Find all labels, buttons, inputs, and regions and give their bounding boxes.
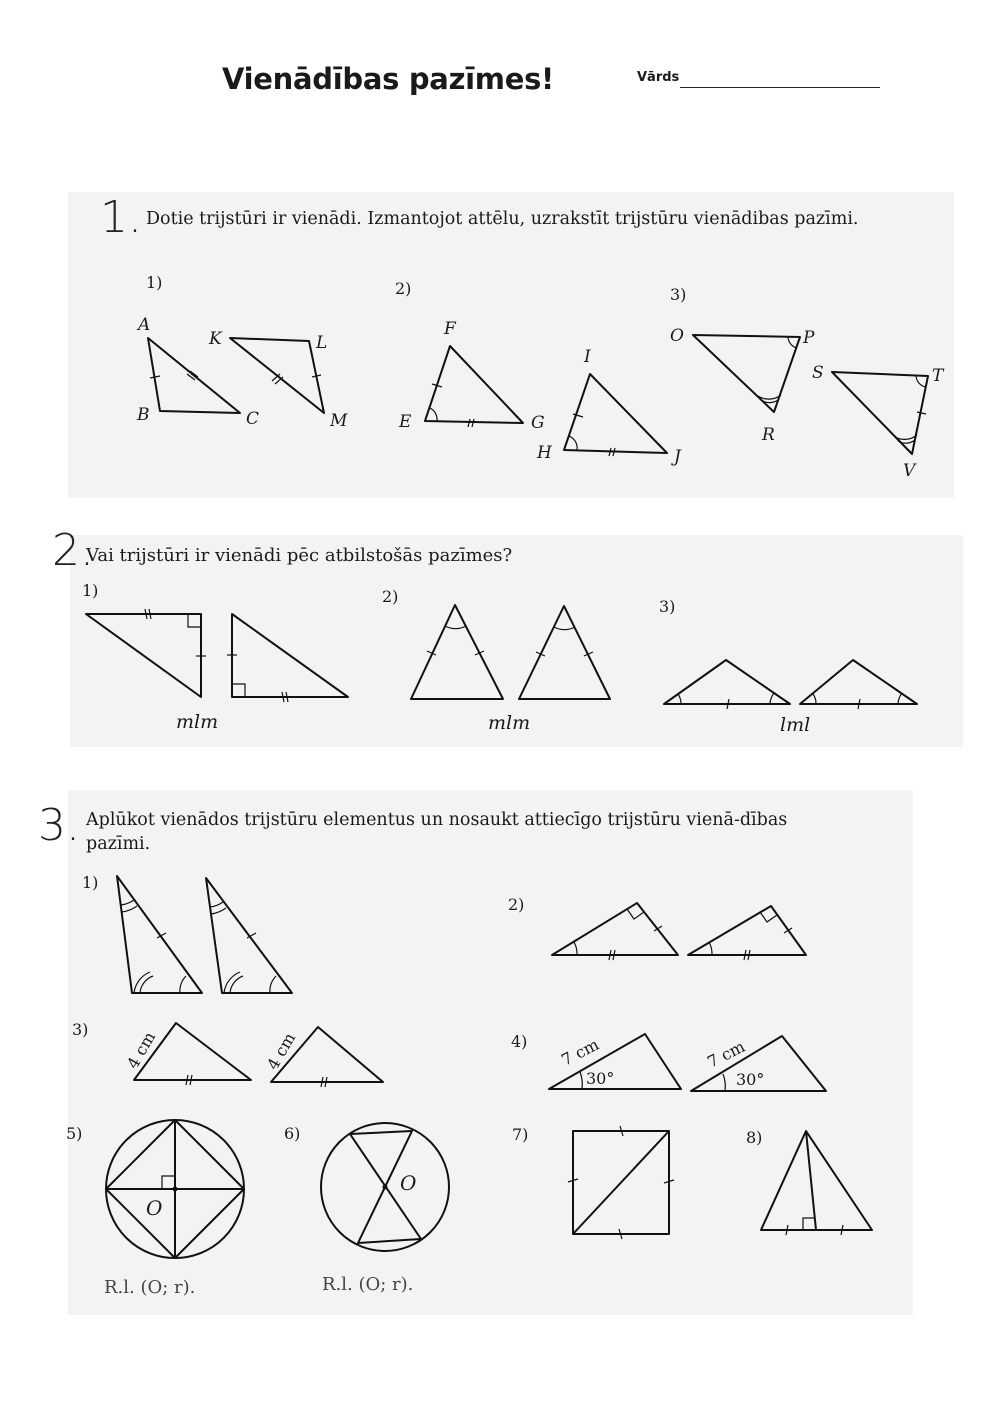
angle-label-30-b: 30° — [736, 1070, 765, 1089]
task3-item-8: 8) — [746, 1128, 763, 1147]
vertex-v: V — [903, 461, 916, 481]
task3-fig7 — [568, 1126, 674, 1239]
circle-caption-6: R.l. (O; r). — [322, 1274, 414, 1295]
task3-item-4: 4) — [511, 1032, 528, 1051]
triangle-3-3a — [134, 1023, 251, 1080]
center-label-5: O — [146, 1196, 163, 1220]
task3-item-5: 5) — [66, 1124, 83, 1143]
task3-item-2: 2) — [508, 895, 525, 914]
vertex-f: F — [444, 319, 456, 339]
task1-text: Dotie trijstūri ir vienādi. Izmantojot attēlu, uzrakstīt trijstūru vienādibas pazīmi. — [146, 209, 859, 229]
vertex-s: S — [812, 363, 824, 383]
task2-item-1: 1) — [82, 581, 99, 600]
vertex-b: B — [137, 405, 150, 425]
task3-fig6 — [321, 1123, 449, 1295]
task3-fig2 — [552, 903, 806, 960]
task2-criterion-3: lml — [780, 714, 811, 736]
vertex-h: H — [537, 443, 552, 463]
triangle-efg — [425, 346, 523, 423]
task2-fig2 — [411, 605, 610, 734]
task1-item-3: 3) — [670, 285, 687, 304]
vertex-r: R — [762, 425, 775, 445]
vertex-o: O — [670, 326, 684, 346]
task2-item-2: 2) — [382, 587, 399, 606]
task2-text-box — [86, 545, 786, 575]
side-label-7cm-a: 7 cm — [558, 1034, 602, 1070]
task2-criterion-2: mlm — [488, 712, 531, 734]
task1-fig3 — [670, 326, 945, 481]
task3-number: 3. — [38, 800, 80, 851]
task2-text: Vai trijstūri ir vienādi pēc atbilstošās pazīmes? — [86, 545, 513, 566]
triangle-right-2 — [232, 614, 348, 697]
task2-criterion-1: mlm — [176, 711, 219, 733]
triangle-right-1 — [86, 614, 201, 697]
triangle-iso-2 — [519, 606, 610, 699]
triangle-3-1b — [206, 878, 292, 993]
task2-fig1 — [86, 609, 348, 733]
side-label-7cm-b: 7 cm — [704, 1036, 748, 1072]
task1-text-box — [146, 208, 936, 268]
task3-fig5 — [104, 1120, 244, 1298]
triangle-abc — [148, 338, 240, 413]
side-label-4cm-a: 4 cm — [123, 1028, 160, 1072]
vertex-t: T — [932, 366, 944, 386]
page-title: Vienādības pazīmes! — [222, 62, 554, 96]
task3-fig8 — [761, 1131, 872, 1235]
triangle-3-8 — [761, 1131, 872, 1230]
vertex-e: E — [399, 412, 412, 432]
task1-fig2 — [398, 319, 682, 467]
task2-number: 2. — [52, 525, 94, 576]
task3-item-1: 1) — [82, 873, 99, 892]
task3-fig3 — [123, 1023, 383, 1087]
vertex-g: G — [531, 413, 545, 433]
task3-item-7: 7) — [512, 1125, 529, 1144]
vertex-p: P — [803, 328, 815, 348]
triangle-klm — [230, 338, 324, 413]
triangle-hij — [564, 374, 667, 453]
circle-caption-5: R.l. (O; r). — [104, 1277, 196, 1298]
task2-fig3 — [664, 660, 917, 736]
triangle-3-2a — [552, 903, 678, 955]
side-label-4cm-b: 4 cm — [263, 1029, 300, 1073]
task1-fig1 — [136, 315, 348, 431]
vertex-l: L — [316, 333, 328, 353]
task2-item-3: 3) — [659, 597, 676, 616]
task3-item-3: 3) — [72, 1020, 89, 1039]
vertex-a: A — [138, 315, 151, 335]
triangle-opr — [693, 335, 800, 412]
task3-fig1 — [117, 876, 292, 993]
center-label-6: O — [400, 1171, 417, 1195]
task1-item-1: 1) — [146, 273, 163, 292]
task3-fig4 — [549, 1034, 826, 1091]
name-label: Vārds — [637, 70, 680, 85]
task3-text: Aplūkot vienādos trijstūru elementus un nosaukt attiecīgo trijstūru vienā-dības pazīmi. — [86, 810, 788, 854]
triangle-stv — [832, 372, 928, 454]
task3-text-box — [86, 808, 856, 868]
triangle-iso-1 — [411, 605, 503, 699]
task1-number: 1. — [100, 192, 142, 243]
angle-label-30-a: 30° — [586, 1069, 615, 1088]
vertex-j: J — [674, 447, 681, 467]
task1-item-2: 2) — [395, 279, 412, 298]
vertex-i: I — [584, 347, 591, 367]
triangle-3-1a — [117, 876, 202, 993]
vertex-c: C — [246, 409, 260, 429]
vertex-m: M — [330, 411, 348, 431]
task3-item-6: 6) — [284, 1124, 301, 1143]
vertex-k: K — [209, 329, 222, 349]
